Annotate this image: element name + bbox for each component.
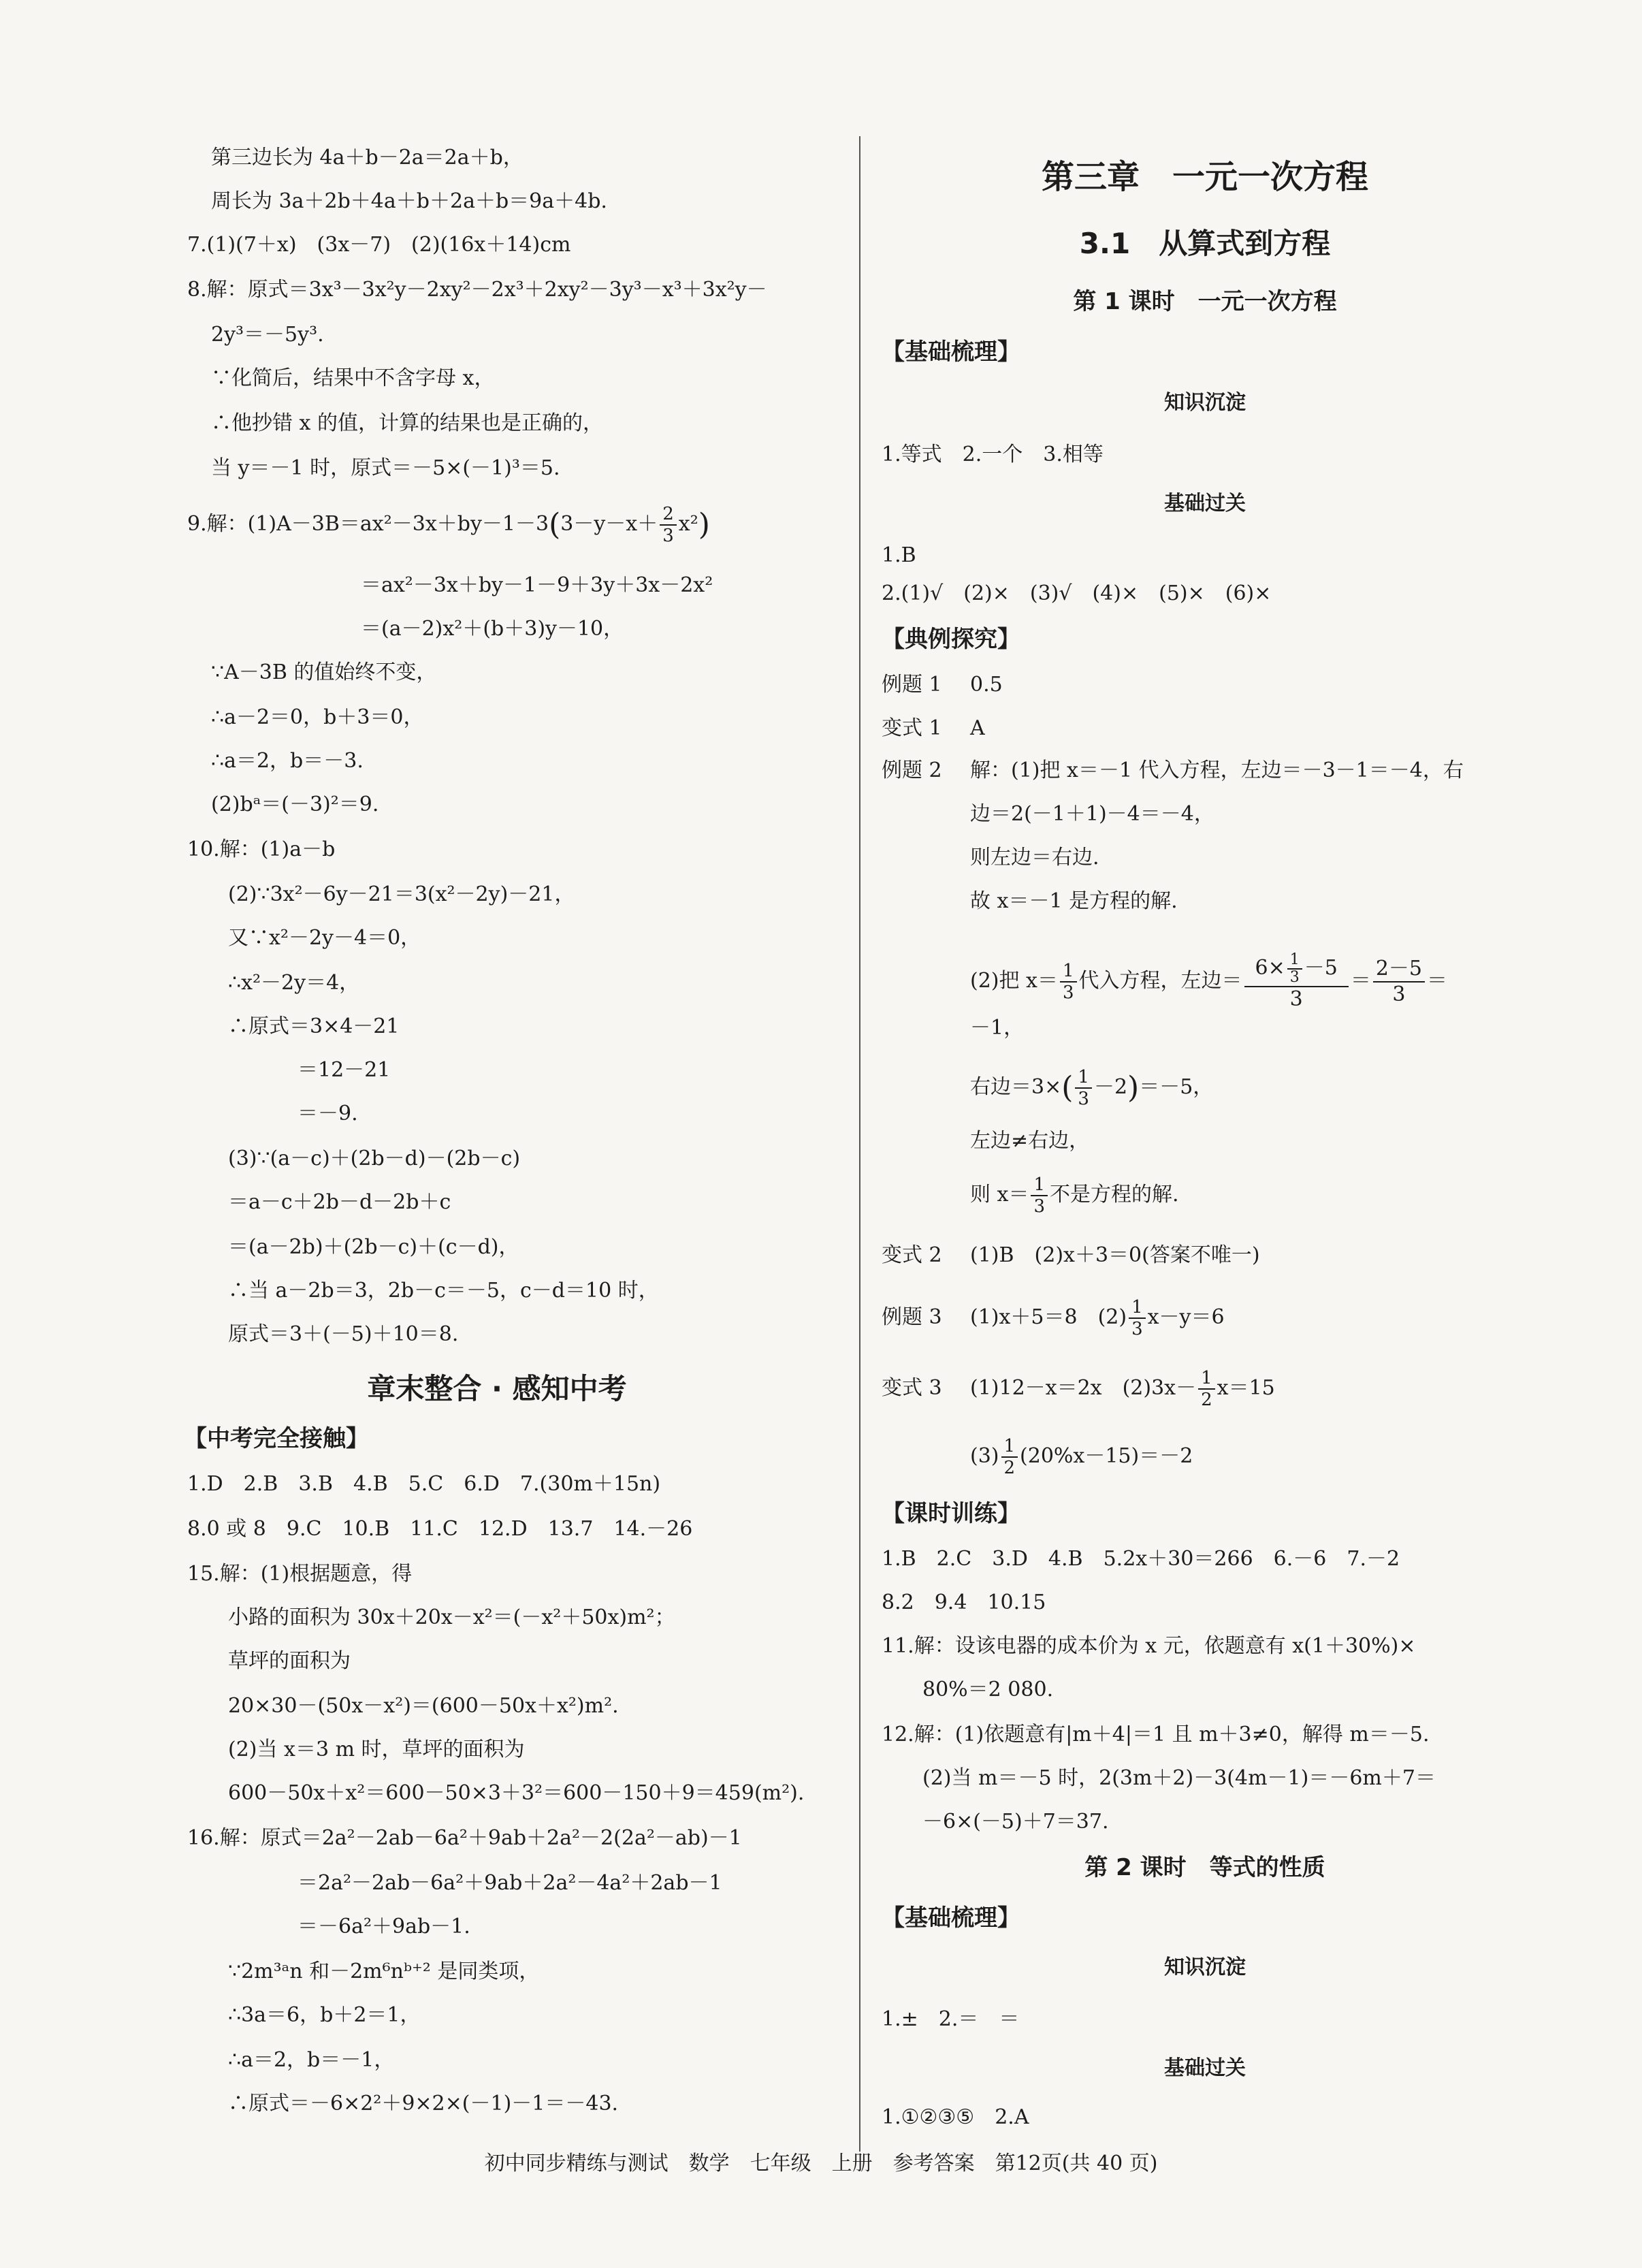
- answer-line: 0.5: [970, 673, 1003, 697]
- answer-line: (2)当 m＝－5 时，2(3m＋2)－3(4m－1)＝－6m＋7＝: [922, 1766, 1436, 1790]
- answer-line: 故 x＝－1 是方程的解.: [970, 889, 1178, 913]
- box-heading: 【典例探究】: [882, 626, 1020, 653]
- box-heading: 【基础梳理】: [882, 338, 1020, 366]
- answer-line: 1.等式 2.一个 3.相等: [882, 443, 1104, 466]
- paren-close: ): [698, 507, 710, 542]
- text-run: 则 x＝: [970, 1183, 1029, 1207]
- q9-text: 3－y－x＋: [560, 512, 658, 536]
- answer-q15: 15.解：(1)根据题意，得: [187, 1562, 413, 1586]
- answer-line: (2)∵3x²－6y－21＝3(x²－2y)－21，: [228, 882, 575, 906]
- answer-line: 1.D 2.B 3.B 4.B 5.C 6.D 7.(30m＋15n): [187, 1472, 661, 1496]
- fraction: [1287, 952, 1302, 986]
- fraction-numerator: 1: [1198, 1368, 1215, 1390]
- answer-line: ＝(a－2)x²＋(b＋3)y－10，: [361, 617, 624, 641]
- sub-heading: 基础过关: [1164, 492, 1246, 515]
- answer-line: 则左边＝右边.: [970, 846, 1099, 869]
- text-run: x＝15: [1217, 1376, 1275, 1400]
- paren-open: (: [549, 507, 561, 542]
- answer-line: ∴当 a－2b＝3，2b－c＝－5，c－d＝10 时，: [228, 1279, 659, 1303]
- fraction-denominator: 3: [1131, 1319, 1143, 1339]
- section-title: 3.1 从算式到方程: [1079, 227, 1331, 260]
- example-label: 例题 2: [882, 758, 942, 782]
- answer-line: ∵化简后，结果中不含字母 x，: [211, 366, 495, 390]
- fraction-denominator: 3: [1289, 987, 1303, 1011]
- answer-line: 20×30－(50x－x²)＝(600－50x＋x²)m².: [228, 1694, 619, 1718]
- answer-line: 1.B: [882, 543, 916, 567]
- box-heading: 【中考完全接触】: [184, 1425, 369, 1452]
- text-run: －5: [1304, 956, 1338, 980]
- paren-close: ): [1127, 1070, 1140, 1105]
- answer-line: ∴他抄错 x 的值，计算的结果也是正确的，: [211, 411, 603, 435]
- fraction-numerator: 1: [1129, 1297, 1146, 1319]
- fraction-numerator: 2: [660, 504, 677, 526]
- answer-line: ∴x²－2y＝4，: [228, 971, 360, 995]
- fraction-numerator: 1: [1287, 952, 1302, 970]
- answer-line: (2)当 x＝3 m 时，草坪的面积为: [228, 1738, 525, 1761]
- answer-line: 左边≠右边，: [970, 1129, 1090, 1153]
- text-run: ＝－5，: [1139, 1075, 1214, 1099]
- text-run: x－y＝6: [1147, 1305, 1225, 1329]
- answer-q8: 8.解：原式＝3x³－3x²y－2xy²－2x³＋2xy²－3y³－x³＋3x²y－: [187, 278, 767, 302]
- box-heading: 【课时训练】: [882, 1500, 1020, 1527]
- fraction-numerator: 1: [1031, 1175, 1048, 1196]
- answer-line: [970, 1171, 1179, 1219]
- text-run: 右边＝3×: [970, 1075, 1062, 1099]
- text-run: 6×: [1255, 956, 1285, 980]
- text-run: (3): [970, 1444, 999, 1468]
- fraction-denominator: 3: [1062, 983, 1074, 1003]
- column-divider: [859, 136, 860, 2152]
- answer-line: 第三边长为 4a＋b－2a＝2a＋b，: [211, 146, 524, 170]
- fraction: [1244, 952, 1349, 1012]
- fraction: [1198, 1368, 1215, 1410]
- answer-line: 周长为 3a＋2b＋4a＋b＋2a＋b＝9a＋4b.: [211, 189, 607, 213]
- fraction: [1001, 1436, 1018, 1478]
- lesson-title: 第 2 课时 等式的性质: [1084, 1854, 1325, 1881]
- answer-line: 8.2 9.4 10.15: [882, 1591, 1046, 1614]
- text-run: (2)把 x＝: [970, 969, 1058, 993]
- sub-heading: 知识沉淀: [1164, 1955, 1246, 1979]
- answer-line: 8.0 或 8 9.C 10.B 11.C 12.D 13.7 14.－26: [187, 1517, 693, 1541]
- fraction-denominator: 2: [1003, 1458, 1016, 1478]
- variant-label: 变式 2: [882, 1243, 942, 1267]
- answer-line: 小路的面积为 30x＋20x－x²＝(－x²＋50x)m²；: [228, 1606, 675, 1629]
- answer-line: －6×(－5)＋7＝37.: [922, 1810, 1109, 1834]
- answer-line: ∴3a＝6，b＋2＝1，: [228, 2003, 421, 2027]
- answer-line: (1)B (2)x＋3＝0(答案不唯一): [970, 1243, 1260, 1267]
- answer-line: [970, 1364, 1275, 1412]
- page-footer: 初中同步精练与测试 数学 七年级 上册 参考答案 第12页(共 40 页): [484, 2152, 1158, 2175]
- answer-line: [970, 1294, 1225, 1341]
- answer-line: 2.(1)√ (2)× (3)√ (4)× (5)× (6)×: [882, 581, 1272, 605]
- variant-label: 变式 1: [882, 716, 942, 740]
- fraction: [1060, 961, 1077, 1003]
- answer-line: 当 y＝－1 时，原式＝－5×(－1)³＝5.: [211, 456, 560, 480]
- answer-line: 原式＝3＋(－5)＋10＝8.: [228, 1322, 459, 1346]
- fraction-numerator: 2－5: [1373, 957, 1425, 983]
- answer-line: ＝－9.: [297, 1102, 358, 1125]
- fraction-numerator: 1: [1001, 1436, 1018, 1458]
- answer-line: ∴原式＝3×4－21: [228, 1015, 400, 1038]
- sub-heading: 知识沉淀: [1164, 391, 1246, 415]
- answer-q7: 7.(1)(7＋x) (3x－7) (2)(16x＋14)cm: [187, 233, 571, 257]
- text-run: 不是方程的解.: [1050, 1183, 1179, 1207]
- answer-q9: [187, 504, 710, 546]
- answer-line: 600－50x＋x²＝600－50×3＋3²＝600－150＋9＝459(m²).: [228, 1781, 805, 1805]
- answer-line: [970, 1433, 1193, 1480]
- fraction-denominator: 3: [1033, 1196, 1046, 1217]
- paren-open: (: [1061, 1070, 1074, 1105]
- box-heading: 【基础梳理】: [882, 1904, 1020, 1932]
- answer-line: ∴原式＝－6×2²＋9×2×(－1)－1＝－43.: [228, 2092, 619, 2115]
- answer-line: ∴a＝2，b＝－1，: [228, 2048, 395, 2072]
- fraction: [1373, 957, 1425, 1007]
- answer-line: 解：(1)把 x＝－1 代入方程，左边＝－3－1＝－4，右: [970, 758, 1464, 782]
- section-heading-review: 章末整合 · 感知中考: [367, 1372, 627, 1405]
- q9-text: 9.解：(1)A－3B＝ax²－3x＋by－1－3: [187, 512, 549, 536]
- answer-q10: 10.解：(1)a－b: [187, 837, 336, 861]
- answer-line: ∵A－3B 的值始终不变，: [211, 660, 437, 684]
- answer-line: 2y³＝－5y³.: [211, 323, 324, 347]
- answer-line: (3)∵(a－c)＋(2b－d)－(2b－c): [228, 1147, 521, 1170]
- answer-line: 80%＝2 080.: [922, 1678, 1054, 1702]
- fraction-denominator: 2: [1201, 1390, 1212, 1410]
- answer-line: ＝ax²－3x＋by－1－9＋3y＋3x－2x²: [361, 573, 713, 597]
- text-run: －2: [1093, 1075, 1128, 1099]
- answer-line: ∵2m³ᵃn 和－2m⁶nᵇ⁺² 是同类项，: [228, 1960, 540, 1983]
- answer-line: 1.①②③⑤ 2.A: [882, 2105, 1029, 2129]
- answer-line: ∴a－2＝0，b＋3＝0，: [211, 705, 424, 729]
- answer-line: 边＝2(－1＋1)－4＝－4，: [970, 802, 1214, 826]
- fraction-denominator: 3: [1392, 983, 1406, 1006]
- answer-line: 草坪的面积为: [228, 1649, 351, 1673]
- answer-line: [970, 1064, 1213, 1112]
- fraction-denominator: 3: [1078, 1089, 1089, 1109]
- fraction-denominator: 3: [1289, 969, 1300, 986]
- fraction-numerator: 1: [1075, 1067, 1092, 1089]
- answer-line: ＝a－c＋2b－d－2b＋c: [228, 1190, 451, 1214]
- sub-heading: 基础过关: [1164, 2056, 1246, 2080]
- fraction: [1129, 1297, 1146, 1339]
- text-run: (1)x＋5＝8 (2): [970, 1305, 1127, 1329]
- fraction: [1031, 1175, 1048, 1217]
- chapter-title: 第三章 一元一次方程: [1041, 158, 1368, 196]
- answer-line: ＝(a－2b)＋(2b－c)＋(c－d)，: [228, 1235, 519, 1259]
- answer-line: 又∵x²－2y－4＝0，: [228, 926, 421, 950]
- answer-line: －1，: [970, 1016, 1025, 1040]
- answer-line: 12.解：(1)依题意有|m＋4|＝1 且 m＋3≠0，解得 m＝－5.: [882, 1723, 1430, 1746]
- answer-line: ＝－6a²＋9ab－1.: [297, 1915, 470, 1938]
- answer-line: 1.B 2.C 3.D 4.B 5.2x＋30＝266 6.－6 7.－2: [882, 1547, 1400, 1571]
- example-label: 例题 1: [882, 673, 942, 697]
- fraction-numerator: [1244, 952, 1349, 987]
- answer-line: ＝12－21: [297, 1058, 391, 1082]
- answer-line: (2)bᵃ＝(－3)²＝9.: [211, 793, 379, 816]
- answer-line: 1.± 2.＝ ＝: [882, 2007, 1020, 2031]
- fraction: [1075, 1067, 1092, 1109]
- variant-label: 变式 3: [882, 1376, 942, 1400]
- answer-q16: 16.解：原式＝2a²－2ab－6a²＋9ab＋2a²－2(2a²－ab)－1: [187, 1826, 742, 1850]
- answer-line: ＝2a²－2ab－6a²＋9ab＋2a²－4a²＋2ab－1: [297, 1871, 722, 1895]
- fraction-numerator: 1: [1060, 961, 1077, 983]
- equals-sign: ＝: [1350, 969, 1371, 993]
- text-run: (1)12－x＝2x (2)3x－: [970, 1376, 1197, 1400]
- q9-text: x²: [678, 512, 698, 536]
- answer-line: ∴a＝2，b＝－3.: [211, 749, 364, 773]
- answer-line: 11.解：设该电器的成本价为 x 元，依题意有 x(1＋30%)×: [882, 1634, 1416, 1658]
- fraction: [660, 504, 677, 546]
- answer-line: A: [970, 716, 985, 740]
- text-run: (20%x－15)＝－2: [1020, 1444, 1193, 1468]
- example2-part2: [970, 952, 1447, 1012]
- text-run: 代入方程，左边＝: [1078, 969, 1242, 993]
- equals-sign: ＝: [1427, 969, 1448, 993]
- lesson-title: 第 1 课时 一元一次方程: [1073, 288, 1337, 315]
- example-label: 例题 3: [882, 1305, 942, 1329]
- fraction-denominator: 3: [662, 526, 674, 546]
